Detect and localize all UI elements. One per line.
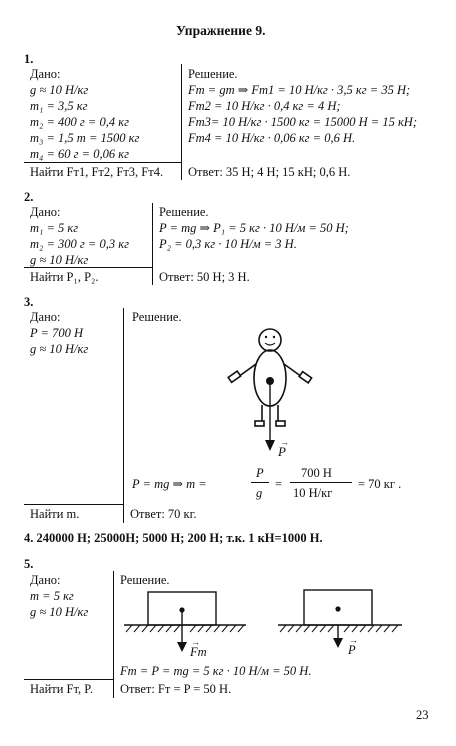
- ex3-vector-label: P: [278, 444, 286, 459]
- ex1-given-2: m₁ = 3,5 кг: [30, 99, 88, 113]
- ex1-solution-1: Fт = gm ⇒ Fт1 = 10 Н/кг · 3,5 кг = 35 Н;: [188, 83, 411, 97]
- page-number: 23: [416, 708, 429, 722]
- ex5-vector-left-arrow-mark: →: [191, 637, 200, 647]
- ex4-answer-line: 4. 240000 Н; 25000Н; 5000 Н; 200 Н; т.к. 1 кН=1000 Н.: [24, 531, 323, 545]
- ex2-solution-2: P₂ = 0,3 кг · 10 Н/м = 3 Н.: [159, 237, 297, 251]
- ex2-given-1: m₁ = 5 кг: [30, 221, 79, 235]
- ex5-given-label: Дано:: [30, 573, 61, 587]
- ex5-given-1: m = 5 кг: [30, 589, 74, 603]
- ex3-answer: Ответ: 70 кг.: [130, 507, 197, 521]
- page-title: Упражнение 9.: [176, 23, 266, 38]
- gravity-vector-arrowhead: [177, 642, 187, 652]
- ex5-vector-right-arrow-mark: →: [349, 635, 358, 645]
- ex2-answer: Ответ: 50 Н; 3 Н.: [159, 270, 250, 284]
- ex1-number: 1.: [24, 52, 34, 66]
- ex5-solution-label: Решение.: [120, 573, 170, 587]
- ex3-formula-result: = 70 кг .: [358, 477, 402, 491]
- ex2-solution-label: Решение.: [159, 205, 209, 219]
- ex1-solution-3: Fт3= 10 Н/кг · 1500 кг = 15000 Н = 15 кН;: [188, 115, 417, 129]
- ex3-find: Найти m.: [30, 507, 80, 521]
- ex2-given-3: g ≈ 10 Н/кг: [30, 253, 89, 267]
- ex3-formula-left: P = mg ⇒ m =: [132, 477, 207, 491]
- ex3-given-1: P = 700 Н: [30, 326, 83, 340]
- weight-vector-arrowhead: [333, 638, 343, 648]
- ex1-find: Найти Fт1, Fт2, Fт3, Fт4.: [30, 165, 164, 179]
- ex2-number: 2.: [24, 190, 34, 204]
- ex1-solution-4: Fт4 = 10 Н/кг · 0,06 кг = 0,6 Н.: [188, 131, 356, 145]
- ex1-given-5: m₄ = 60 г = 0,06 кг: [30, 147, 129, 161]
- ex2-find: Найти P₁, P₂.: [30, 270, 99, 284]
- ex3-frac1-den: g: [256, 486, 263, 500]
- ex5-find: Найти Fт, P.: [30, 682, 93, 696]
- ex2-given-2: m₂ = 300 г = 0,3 кг: [30, 237, 129, 251]
- ex5-answer: Ответ: Fт = P = 50 Н.: [120, 682, 232, 696]
- ex5-solution: Fт = P = mg = 5 кг · 10 Н/м = 50 Н.: [120, 664, 312, 678]
- right-block-center-dot: [335, 606, 340, 611]
- ex3-given-2: g ≈ 10 Н/кг: [30, 342, 89, 356]
- ex3-frac1-num: P: [256, 466, 264, 480]
- ex1-solution-label: Решение.: [188, 67, 238, 81]
- ex5-given-2: g ≈ 10 Н/кг: [30, 605, 89, 619]
- ex3-solution-label: Решение.: [132, 310, 182, 324]
- ex5-number: 5.: [24, 557, 34, 571]
- ex3-frac2-num: 700 Н: [301, 466, 332, 480]
- ex2-solution-1: P = mg ⇒ P₁ = 5 кг · 10 Н/м = 50 Н;: [159, 221, 349, 235]
- left-block-center-dot: [179, 607, 184, 612]
- ex3-formula-eq: =: [275, 477, 283, 491]
- ex5-vector-right-label: P: [348, 643, 356, 657]
- ex1-given-1: g ≈ 10 Н/кг: [30, 83, 89, 97]
- ex3-given-label: Дано:: [30, 310, 61, 324]
- ex3-number: 3.: [24, 295, 34, 309]
- ex5-vector-left-label: Fт: [190, 645, 207, 659]
- ex3-vector-arrow-mark: →: [280, 437, 289, 447]
- ex2-given-label: Дано:: [30, 205, 61, 219]
- ex1-given-label: Дано:: [30, 67, 61, 81]
- ex3-frac2-den: 10 Н/кг: [293, 486, 333, 500]
- ex1-answer: Ответ: 35 Н; 4 Н; 15 кН; 0,6 Н.: [188, 165, 351, 179]
- ex1-solution-2: Fт2 = 10 Н/кг · 0,4 кг = 4 Н;: [188, 99, 341, 113]
- ex1-given-3: m₂ = 400 г = 0,4 кг: [30, 115, 129, 129]
- ex1-given-4: m₃ = 1,5 т = 1500 кг: [30, 131, 140, 145]
